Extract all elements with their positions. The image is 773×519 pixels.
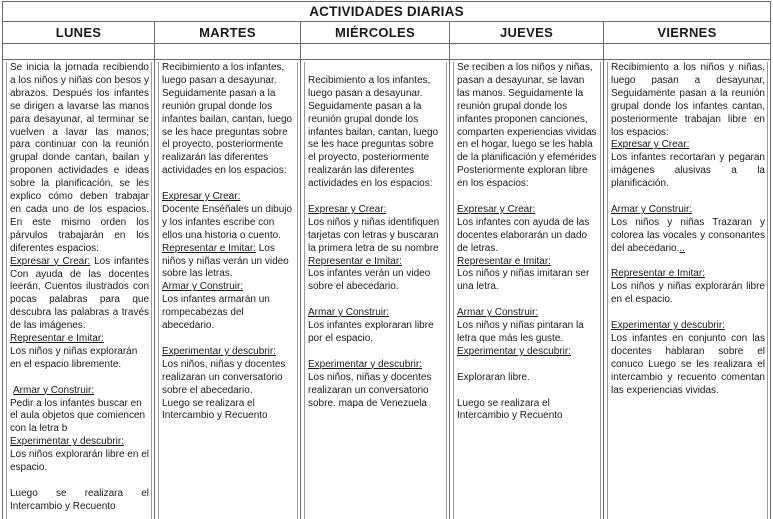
column-header-viernes: VIERNES	[604, 22, 770, 44]
section-text-representar: Los niños y niñas explorarán en el espacio libremente.	[10, 345, 138, 370]
closing-text: Luego se realizara el Intercambio y Recuento	[10, 487, 149, 512]
section-heading: Expresar y Crear:	[10, 255, 91, 267]
section-text: Los niños y niñas Trazaran y colorea las vocales y consonantes del abecedario.	[611, 216, 765, 254]
section-text-experimentar: Los niños, niñas y docentes realizaran un conversatorio sobre el abecedario.	[162, 358, 286, 396]
spacer	[308, 62, 444, 75]
column-header-lunes: LUNES	[3, 22, 154, 44]
column-jueves	[450, 22, 604, 519]
column-lunes	[3, 22, 155, 519]
section-heading-expresar: Expresar y Crear:	[457, 203, 536, 215]
spacer	[308, 294, 444, 307]
spacer	[611, 307, 765, 320]
spacer	[10, 372, 149, 385]
intro-text: Recibimiento a los niños y niñas, luego pasan a desayunar, Seguidamente pasan a la reunión grupal donde los infantes cantan, posteriormente trabajan libre en los espacios:	[611, 62, 765, 138]
section-text-representar: Los niños y niñas explorarán libre en el espacio.	[611, 281, 765, 306]
intro-text: Se reciben a los niños y niñas, pasan a desayunar, se lavan las manos. Seguidamente la reunión grupal donde los infantes proponen canciones, comparten experiencias vividas en el hogar, luego se les habla de la planificación y efemérides Posteriormente exploran libre en los espacios:	[457, 62, 597, 190]
column-content	[158, 62, 298, 519]
header-spacer	[301, 44, 449, 60]
section-text-armar: Los infantes exploraran libre por el espacio.	[308, 320, 434, 344]
activities-table	[2, 1, 771, 519]
section-text-experimentar: Los infantes en conjunto con las docentes hablaran sobre el conuco Luego se les realizara el intercambio y recuento comentan las experiencias vividas.	[611, 332, 765, 396]
section-heading-representar: Representar e Imitar:	[611, 268, 705, 280]
section-text-armar	[611, 217, 765, 256]
spacer	[162, 333, 295, 346]
section-text-representar: Los niños y niñas imitaran ser una letra.	[457, 268, 590, 293]
column-body-martes	[155, 60, 300, 519]
section-representar	[162, 243, 295, 282]
column-viernes	[604, 22, 770, 519]
intro-text: Recibimiento a los infantes, luego pasan a desayunar. Seguidamente pasan a la reunión grupal donde los infantes bailan, cantan, luego se les hace preguntas sobre el proyecto, posteriormente realizarán las diferentes actividades en los espacios:	[162, 62, 293, 177]
section-text-representar: Los infantes verán un video sobre el abecedario.	[308, 268, 431, 293]
header-spacer	[3, 44, 154, 60]
column-header-martes: MARTES	[155, 22, 300, 44]
section-heading-armar: Armar y Construir:	[457, 307, 539, 319]
section-text: Los niños y niñas verán un video sobre las letras.	[162, 242, 289, 280]
spacer	[457, 385, 598, 398]
column-content	[6, 62, 152, 519]
column-header-miercoles: MIÉRCOLES	[301, 22, 449, 44]
closing-text: Luego se realizara el Intercambio y Recuento	[162, 397, 268, 422]
column-miercoles	[301, 22, 450, 519]
column-content	[304, 62, 447, 519]
section-heading-experimentar: Experimentar y descubrir:	[457, 345, 571, 357]
spacer	[611, 256, 765, 269]
section-text-expresar: Docente Enséñales un dibujo y los infantes escribe con ellos una historia o cuento.	[162, 203, 293, 241]
section-text-expresar: Los niños y niñas identifiquen tarjetas con letras y buscaran la primera letra de su nombre	[308, 216, 440, 254]
spacer	[611, 191, 765, 204]
column-content	[607, 62, 768, 519]
section-text-expresar: Los infantes recortaran y pegaran imágenes alusivas a la planificación.	[611, 152, 765, 190]
table-title: ACTIVIDADES DIARIAS	[3, 2, 770, 22]
section-heading-armar: Armar y Construir:	[611, 203, 693, 215]
section-heading-representar: Representar e Imitar:	[308, 255, 402, 267]
section-text-experimentar: Exploraran libre.	[457, 371, 530, 383]
section-heading-experimentar: Experimentar y descubrir:	[308, 358, 422, 370]
section-text-experimentar: Los niños, niñas y docentes realizaran un conversatorio sobre. mapa de Venezuela	[308, 371, 432, 409]
spacer	[457, 359, 598, 372]
column-body-miercoles	[301, 60, 449, 519]
section-heading-representar: Representar e Imitar:	[10, 333, 104, 345]
section-text-armar: Los niños y niñas pintaran la letra que más les guste.	[457, 320, 584, 344]
spacer	[10, 475, 149, 488]
column-header-jueves: JUEVES	[450, 22, 603, 44]
closing-text: Luego se realizara el Intercambio y Recuento	[457, 397, 563, 422]
section-heading-expresar: Expresar y Crear:	[611, 139, 690, 151]
section-heading-armar: Armar y Construir:	[13, 384, 95, 396]
section-text: Los infantes Con ayuda de las docentes leerán, Cuentos ilustrados con pocas palabras para que descubra las palabras a través de las imágenes.	[10, 255, 149, 332]
section-heading-experimentar: Experimentar y descubrir:	[611, 320, 725, 332]
section-text-expresar: Los infantes con ayuda de las docentes elaborarán un dado de letras.	[457, 216, 590, 254]
spacer	[308, 191, 444, 204]
header-spacer	[450, 44, 603, 60]
column-body-lunes	[3, 60, 154, 519]
section-text-armar: Pedir a los infantes buscar en el aula objetos que comiencen con la letra b	[10, 397, 146, 435]
column-content	[453, 62, 601, 519]
spacer	[162, 178, 295, 191]
header-spacer	[155, 44, 300, 60]
section-heading-expresar: Expresar y Crear:	[162, 191, 241, 203]
day-columns	[3, 22, 770, 519]
intro-text: Se inicia la jornada recibiendo a los niños y niñas con besos y abrazos. Después los infantes se dirigen a lavarse las manos para desayunar, al terminar se vuelven a lavar las manos; para continuar con la reunión grupal donde cantan, bailan y proponen actividades e ideas sobre la planificación, se les explico cómo deben trabajar en cada uno de los espacios. En este mismo orden los párvulos trabajarán en los diferentes espacios:	[10, 62, 149, 254]
spacer	[308, 346, 444, 359]
section-heading: Representar e Imitar:	[162, 242, 256, 254]
column-body-jueves	[450, 60, 603, 519]
section-heading-armar: Armar y Construir:	[162, 281, 244, 293]
section-heading-representar: Representar e Imitar:	[457, 255, 551, 267]
spacer	[457, 191, 598, 204]
column-martes	[155, 22, 301, 519]
section-text-armar: Los infantes armarán un rompecabezas del abecedario.	[162, 294, 270, 332]
section-expresar-crear	[10, 256, 149, 333]
section-heading-experimentar: Experimentar y descubrir:	[162, 345, 276, 357]
section-text-experimentar: Los niños explorarán libre en el espacio.	[10, 449, 149, 474]
intro-text: Recibimiento a los infantes, luego pasan a desayunar. Seguidamente pasan a la reunión grupal donde los infantes bailan, cantan, luego se les hace preguntas sobre el proyecto, posteriormente realizarán las diferentes actividades en los espacios:	[308, 74, 439, 190]
section-heading-armar: Armar y Construir:	[308, 307, 390, 319]
column-body-viernes	[604, 60, 770, 519]
header-spacer	[604, 44, 770, 60]
section-heading-expresar: Expresar y Crear:	[308, 203, 387, 215]
spacer	[457, 294, 598, 307]
section-heading-experimentar: Experimentar y descubrir:	[10, 436, 124, 448]
section-text-tail: ..	[679, 242, 685, 254]
